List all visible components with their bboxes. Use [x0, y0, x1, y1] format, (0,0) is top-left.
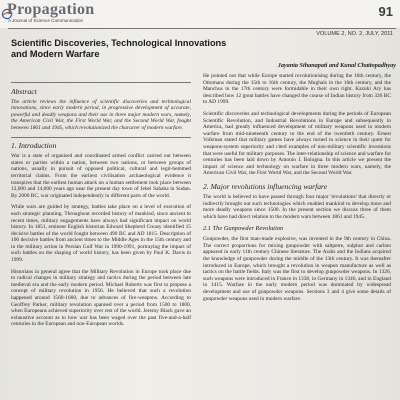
body-paragraph: While wars are guided by strategy, battles take place on a level of execution of each strategic planning. Throughout recorded history of mankind, since ancient to recent times, military engagements have always had significant impact on world history. In 1851, eminent English historian Edward Shepherd Creasy identified 15 decisive battles of the world fought between 490 BC and AD 1815. Description of 100 decisive battles from ancient times to the Middle Ages in the 15th century and in the military action in Persian Gulf War in 1990-1991, portraying the impact of such battles on the shaping of world history, has been given by Paul K. Davis in 1999. — [11, 204, 191, 264]
journal-name: Propagation — [7, 1, 95, 18]
abstract-text: The article reviews the influence of scientific discoveries and technological innovations, since early modern period, in progressive development of accurate, powerful and deadly weapons and their use in three major modern wars, namely, the American Civil War, the First World War, and the Second World War, fought between 1861 and 1945, which revolutionized the character of modern warfare. — [11, 98, 191, 131]
section-heading-introduction: 1. Introduction — [11, 141, 57, 151]
body-paragraph: Scientific discoveries and technological developments during the periods of European Scientific Revolution, and Industrial Revolutions in Europe and subsequently in America, had greatly influenced development of military weapons used in modern warfare from mid-nineteenth century to the end of the twentieth century. Ernest Volkman stated that military games have always turned to science in their quest for weapons-system superiority and cited examples of non-military scientific inventions that were useful for military purposes. The inter-relationship of science and warfare for centuries has been laid down by Antonio J. Bologna. In this article we present the impact of science and technology on warfare in three modern wars, namely, the American Civil War, the First World War, and the Second World War. — [203, 110, 391, 177]
body-paragraph: Historians in general agree that the Military Revolution in Europe took place due to radical changes in military strategy and tactics during the period between late medieval era and the early modern period. Michael Roberts was first to propose a concept of military revolution in 1956. He believed that such a revolution happened around 1560-1660, due to advances of fire-weapons. According to Geoffrey Parker, military revolution spanned over a period from 1500 to 1800, when Europeans achieved superiority over rest of the world. Jeremy Black gave an exhaustive account as to how war has been waged over the past five-and-a-half centuries in the European and non-European worlds. — [11, 268, 191, 328]
abstract-heading: Abstract — [11, 86, 37, 96]
article-authors: Jayanta Sthanapati and Kunal Chattopadhyay — [277, 62, 396, 69]
page-number: 91 — [378, 4, 393, 19]
section-heading-major-revolutions: 2. Major revolutions influencing warfare — [203, 181, 328, 191]
body-paragraph: He pointed out that while Europe started revolutionising during the 16th century, the Ottomans during the 15th to 16th century, the Mughals in the 16th century, and the Manchus in the 17th century were formidable in their own right. Kazuki Ary has described how 12 great battles have changed the course of Indian history from 326 BC to AD 1999. — [203, 73, 391, 106]
right-column — [203, 73, 391, 307]
volume-info: VOLUME 2, NO. 2, JULY, 2011 — [316, 31, 393, 37]
journal-masthead — [0, 0, 400, 28]
journal-logo — [0, 0, 150, 28]
body-paragraph: Gunpowder, the first man-made explosive, was invented in the 9th century in China. The correct proportions for mixing gunpowder with saltpetre, sulphur and carbon appeared in early 11th century Chinese literature. The Arabs and the Indians acquired the knowledge of gunpowder during the middle of the 13th century. It was thereafter introduced in Europe, which brought a revolution in weapon manufacture as well as tactics on the battle fields. Italy was the first to develop gunpowder weapons. In 1326, such weapons were introduced in France in 1338, in Germany in 1346, and in England in 1415. Warfare in the early modern period was dominated by widespread development and use of gunpowder weapons. Sections 3 and 4 give some details of gunpowder weapons used in modern warfare. — [203, 236, 391, 302]
article-title: Scientific Discoveries, Technological Innovations and Modern Warfare — [11, 38, 227, 59]
body-paragraph: The world is believed to have passed through four major 'revolutions' that directly or indirectly brought out such technologies which enabled mankind to develop more and more deadly weapons since 1500. In the present section we discuss three of them which have had direct relation to the modern wars between 1861 and 1945. — [203, 193, 391, 220]
subsection-heading-gunpowder: 2.1 The Gunpowder Revolution — [203, 225, 284, 233]
abstract-divider — [11, 137, 191, 138]
journal-tagline: A Journal of Science Communication — [8, 18, 84, 23]
left-column — [11, 78, 191, 333]
masthead-rule — [8, 28, 396, 29]
body-paragraph: War is a state of organised and coordinated armed conflict carried out between states or parties within a nation, between two nations, or between groups of nations, usually in pursuit of opposed political, cultural and legit-hemmed territorial claims. From the earliest civilisation archaeological evidence it transpires that the earliest human attack on a human settlement took place between 12,000 and 14,000 years ago near the present day town of Jebel Sahaba in Sudan. By 2000 BC, war originated independently in different parts of the world. — [11, 153, 191, 199]
title-divider — [11, 82, 191, 83]
